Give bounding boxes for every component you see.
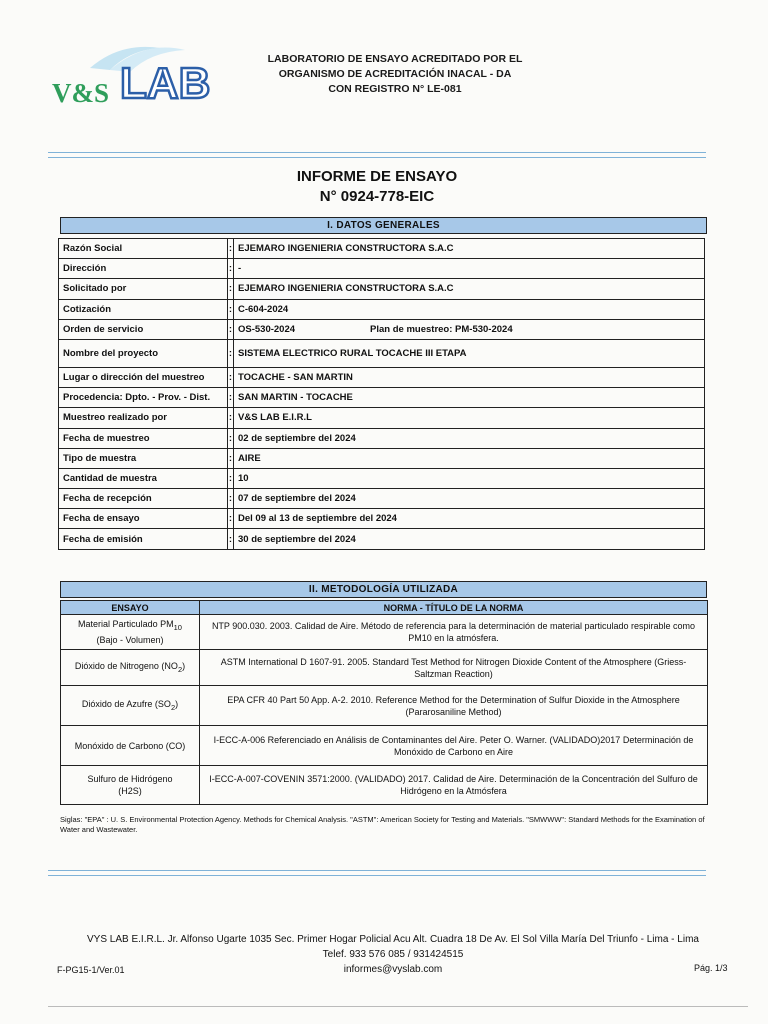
test-name-tail: ) xyxy=(175,698,179,709)
company-logo xyxy=(50,40,220,110)
field-value xyxy=(234,509,705,529)
table-row xyxy=(59,489,705,509)
footer-phone: Telef. 933 576 085 / 931424515 xyxy=(322,949,464,960)
field-separator: : xyxy=(228,239,234,259)
standard-title: EPA CFR 40 Part 50 App. A-2. 2010. Reference Method for the Determination of Sulfur Dioxide in the Atmosphere (Pararosaniline Method) xyxy=(200,686,708,726)
field-label: Orden de servicio xyxy=(59,319,228,339)
table-row xyxy=(59,448,705,468)
field-separator: : xyxy=(228,259,234,279)
field-separator: : xyxy=(228,319,234,339)
field-separator: : xyxy=(228,448,234,468)
field-label: Razón Social xyxy=(59,239,228,259)
test-name xyxy=(61,650,200,686)
field-value xyxy=(234,489,705,509)
lab-header-line-3: CON REGISTRO N° LE-081 xyxy=(328,83,462,95)
report-title: INFORME DE ENSAYO xyxy=(296,168,458,185)
field-value-text: 10 xyxy=(238,472,249,484)
field-value xyxy=(234,529,705,549)
field-separator: : xyxy=(228,428,234,448)
field-value xyxy=(234,279,705,299)
table-row xyxy=(59,279,705,299)
field-value-text: - xyxy=(238,263,242,275)
field-label: Solicitado por xyxy=(59,279,228,299)
field-value-text: V&S LAB E.I.R.L xyxy=(238,412,312,424)
field-label: Cantidad de muestra xyxy=(59,468,228,488)
field-value-text: EJEMARO INGENIERIA CONSTRUCTORA S.A.C xyxy=(238,283,454,295)
table-row xyxy=(61,650,708,686)
test-name-subscript: 2 xyxy=(177,664,183,674)
lab-header-line-2: ORGANISMO DE ACREDITACIÓN INACAL - DA xyxy=(278,68,512,80)
field-value-text: C-604-2024 xyxy=(238,303,289,315)
bottom-divider xyxy=(48,1006,748,1007)
table-row xyxy=(59,339,705,367)
standard-title: ASTM International D 1607-91. 2005. Standard Test Method for Nitrogen Dioxide Content of the Atmosphere (Griess-Saltzman Reaction) xyxy=(200,650,708,686)
field-value xyxy=(234,319,705,339)
field-label: Cotización xyxy=(59,299,228,319)
report-number: N° 0924-778-EIC xyxy=(319,188,435,205)
table-row xyxy=(59,529,705,549)
footer-divider xyxy=(48,870,706,876)
test-name-text: Monóxido de Carbono (CO) xyxy=(74,740,186,751)
field-label: Fecha de recepción xyxy=(59,489,228,509)
table-row xyxy=(59,367,705,387)
methodology-table xyxy=(60,600,708,805)
field-value xyxy=(234,259,705,279)
table-row xyxy=(59,408,705,428)
abbreviations-note: Siglas: "EPA" : U. S. Environmental Protection Agency. Methods for Chemical Analysis. "ASTM": American Society for Testing and Materials. "SMWWW": Standard Methods for the Examination of Water and Wastewater. xyxy=(60,815,705,834)
test-name xyxy=(61,726,200,766)
field-separator: : xyxy=(228,509,234,529)
field-separator: : xyxy=(228,279,234,299)
footer-contact xyxy=(60,932,726,977)
section-metodologia-heading: II. METODOLOGÍA UTILIZADA xyxy=(60,581,707,598)
table-row xyxy=(61,766,708,805)
lab-header-line-1: LABORATORIO DE ENSAYO ACREDITADO POR EL xyxy=(267,53,523,65)
table-row xyxy=(59,428,705,448)
test-name-subscript: 10 xyxy=(173,622,182,632)
footer-address: VYS LAB E.I.R.L. Jr. Alfonso Ugarte 1035 Sec. Primer Hogar Policial Acu Alt. Cuadra 18 De Av. El Sol Villa María Del Triunfo - Lima - Lima xyxy=(87,934,699,945)
field-label: Fecha de muestreo xyxy=(59,428,228,448)
field-value-text: 02 de septiembre del 2024 xyxy=(238,432,356,444)
field-value xyxy=(234,339,705,367)
standard-title: I-ECC-A-007-COVENIN 3571:2000. (VALIDADO) 2017. Calidad de Aire. Determinación de la Concentración del Sulfuro de Hidrógeno en la Atmósfera xyxy=(200,766,708,805)
field-value xyxy=(234,388,705,408)
standard-title: I-ECC-A-006 Referenciado en Análisis de Contaminantes del Aire. Peter O. Warner. (VALIDADO)2017 Determinación de Monóxido de Carbono en Aire xyxy=(200,726,708,766)
field-label: Fecha de ensayo xyxy=(59,509,228,529)
test-name-subscript: 2 xyxy=(170,702,176,712)
table-row xyxy=(59,239,705,259)
table-row xyxy=(59,319,705,339)
test-name-text: Dióxido de Nitrogeno (NO xyxy=(74,660,178,671)
field-separator: : xyxy=(228,468,234,488)
table-row xyxy=(59,468,705,488)
test-name-text: Dióxido de Azufre (SO xyxy=(81,698,171,709)
test-name-line2: (H2S) xyxy=(118,786,142,796)
general-data-table xyxy=(58,238,705,550)
field-separator: : xyxy=(228,367,234,387)
test-name xyxy=(61,766,200,805)
field-value xyxy=(234,239,705,259)
field-value-text: EJEMARO INGENIERIA CONSTRUCTORA S.A.C xyxy=(238,243,454,255)
field-value-text: AIRE xyxy=(238,452,261,464)
footer-email: informes@vyslab.com xyxy=(343,964,443,975)
test-name-text: Material Particulado PM xyxy=(78,619,174,630)
test-name xyxy=(61,615,200,650)
field-value xyxy=(234,367,705,387)
field-separator: : xyxy=(228,299,234,319)
field-label: Muestreo realizado por xyxy=(59,408,228,428)
table-row xyxy=(59,388,705,408)
section-datos-generales-heading: I. DATOS GENERALES xyxy=(60,217,707,234)
field-separator: : xyxy=(228,388,234,408)
field-value xyxy=(234,428,705,448)
table-row xyxy=(61,615,708,650)
field-separator: : xyxy=(228,489,234,509)
field-value-text: Del 09 al 13 de septiembre del 2024 xyxy=(238,513,397,525)
field-label: Procedencia: Dpto. - Prov. - Dist. xyxy=(59,388,228,408)
field-separator: : xyxy=(228,339,234,367)
test-name-tail: ) xyxy=(182,660,186,671)
field-value xyxy=(234,408,705,428)
table-row xyxy=(59,259,705,279)
field-value-text: 30 de septiembre del 2024 xyxy=(238,533,356,545)
column-header-ensayo: ENSAYO xyxy=(61,601,200,615)
header-divider xyxy=(48,152,706,158)
field-value-text: OS-530-2024 xyxy=(238,323,296,335)
field-label: Tipo de muestra xyxy=(59,448,228,468)
table-row xyxy=(59,509,705,529)
svg-text:V&S: V&S xyxy=(52,78,110,108)
column-header-norma: NORMA - TÍTULO DE LA NORMA xyxy=(200,601,708,615)
field-label: Dirección xyxy=(59,259,228,279)
table-row xyxy=(61,686,708,726)
test-name-text: Sulfuro de Hidrógeno xyxy=(87,774,173,784)
svg-text:LAB: LAB xyxy=(120,59,211,108)
field-value xyxy=(234,468,705,488)
document-code: F-PG15-1/Ver.01 xyxy=(57,965,125,975)
field-label: Lugar o dirección del muestreo xyxy=(59,367,228,387)
table-row xyxy=(59,299,705,319)
field-value-text: 07 de septiembre del 2024 xyxy=(238,493,356,505)
field-value-text: SAN MARTIN - TOCACHE xyxy=(238,392,353,404)
test-name xyxy=(61,686,200,726)
field-label: Fecha de emisión xyxy=(59,529,228,549)
page-number: Pág. 1/3 xyxy=(694,963,728,973)
field-value xyxy=(234,448,705,468)
standard-title: NTP 900.030. 2003. Calidad de Aire. Método de referencia para la determinación de material particulado respirable como PM10 en la atmósfera. xyxy=(200,615,708,650)
field-value xyxy=(234,299,705,319)
table-row xyxy=(61,726,708,766)
field-separator: : xyxy=(228,529,234,549)
field-value-text: SISTEMA ELECTRICO RURAL TOCACHE III ETAPA xyxy=(238,347,467,359)
field-value-text: TOCACHE - SAN MARTIN xyxy=(238,372,353,384)
sampling-plan: Plan de muestreo: PM-530-2024 xyxy=(370,323,513,335)
test-name-line2: (Bajo - Volumen) xyxy=(96,634,164,645)
lab-accreditation-header xyxy=(245,52,545,97)
field-label: Nombre del proyecto xyxy=(59,339,228,367)
field-separator: : xyxy=(228,408,234,428)
